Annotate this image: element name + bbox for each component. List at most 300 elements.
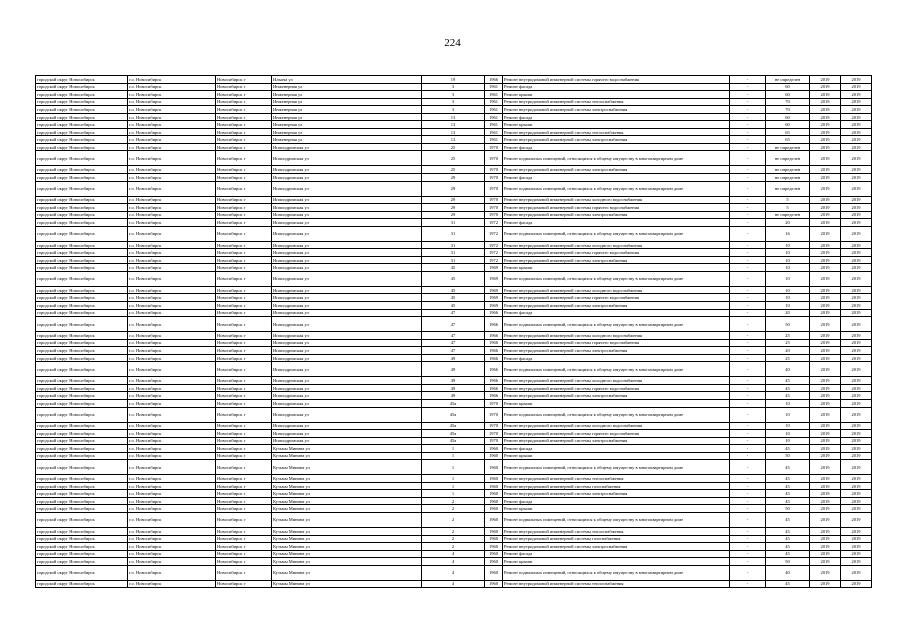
cell-year-built: 1960 [485, 482, 503, 490]
cell-work-type: Ремонт внутридомовой инженерной системы горячего водоснабжения [503, 76, 730, 84]
cell-house-number: 31 [422, 226, 485, 241]
cell-year-built: 1969 [485, 271, 503, 286]
cell-settlement: г.о. Новосибирск [128, 543, 216, 551]
cell-plan-year-end: 2019 [841, 384, 872, 392]
cell-year-built: 1970 [485, 204, 503, 212]
cell-house-number: 29 [422, 211, 485, 219]
cell-cost: 45 [766, 550, 810, 558]
cell-dash: - [730, 219, 766, 227]
cell-plan-year-end: 2019 [841, 339, 872, 347]
cell-house-number: 29 [422, 174, 485, 182]
cell-cost: 60 [766, 91, 810, 99]
cell-plan-year-start: 2019 [810, 332, 841, 340]
cell-cost: 45 [766, 384, 810, 392]
cell-municipality: городской округ Новосибирск [36, 339, 128, 347]
table-row [36, 512, 872, 527]
cell-plan-year-start: 2019 [810, 490, 841, 498]
cell-municipality: городской округ Новосибирск [36, 98, 128, 106]
cell-plan-year-start: 2019 [810, 497, 841, 505]
cell-year-built: 1970 [485, 407, 503, 422]
cell-dash: - [730, 196, 766, 204]
cell-plan-year-start: 2019 [810, 543, 841, 551]
cell-dash: - [730, 136, 766, 144]
cell-cost: 45 [766, 377, 810, 385]
cell-plan-year-start: 2019 [810, 354, 841, 362]
cell-plan-year-start: 2019 [810, 294, 841, 302]
cell-plan-year-start: 2019 [810, 98, 841, 106]
cell-dash: - [730, 181, 766, 196]
cell-street: Иппподромская ул [272, 143, 422, 151]
table-row [36, 437, 872, 445]
cell-cost: 10 [766, 241, 810, 249]
cell-cost: 45 [766, 497, 810, 505]
cell-plan-year-start: 2019 [810, 317, 841, 332]
cell-work-type: Ремонт внутридомовой инженерной системы газоснабжения [503, 482, 730, 490]
cell-plan-year-start: 2019 [810, 249, 841, 257]
cell-year-built: 1960 [485, 490, 503, 498]
cell-locality: Новосибирск г [216, 362, 272, 377]
cell-street: Иппподромская ул [272, 354, 422, 362]
cell-settlement: г.о. Новосибирск [128, 166, 216, 174]
table-row [36, 550, 872, 558]
table-row [36, 143, 872, 151]
cell-year-built: 1970 [485, 181, 503, 196]
cell-plan-year-start: 2019 [810, 113, 841, 121]
cell-plan-year-start: 2019 [810, 460, 841, 475]
cell-year-built: 1961 [485, 83, 503, 91]
cell-plan-year-start: 2019 [810, 580, 841, 588]
cell-house-number: 3 [422, 83, 485, 91]
cell-dash: - [730, 437, 766, 445]
cell-house-number: 29 [422, 196, 485, 204]
cell-plan-year-start: 2019 [810, 422, 841, 430]
cell-settlement: г.о. Новосибирск [128, 83, 216, 91]
table-row [36, 76, 872, 84]
cell-street: Инженерная ул [272, 83, 422, 91]
cell-municipality: городской округ Новосибирск [36, 241, 128, 249]
cell-dash: - [730, 452, 766, 460]
cell-plan-year-start: 2019 [810, 286, 841, 294]
cell-cost: 10 [766, 407, 810, 422]
cell-plan-year-start: 2019 [810, 430, 841, 438]
cell-locality: Новосибирск г [216, 535, 272, 543]
cell-dash: - [730, 113, 766, 121]
cell-year-built: 1970 [485, 166, 503, 174]
cell-plan-year-start: 2019 [810, 302, 841, 310]
cell-dash: - [730, 83, 766, 91]
cell-plan-year-end: 2019 [841, 527, 872, 535]
table-row [36, 302, 872, 310]
table-row [36, 558, 872, 566]
cell-plan-year-start: 2019 [810, 505, 841, 513]
cell-locality: Новосибирск г [216, 91, 272, 99]
cell-dash: - [730, 422, 766, 430]
cell-locality: Новосибирск г [216, 384, 272, 392]
cell-street: Иппподромская ул [272, 407, 422, 422]
cell-municipality: городской округ Новосибирск [36, 271, 128, 286]
cell-settlement: г.о. Новосибирск [128, 143, 216, 151]
cell-work-type: Ремонт крыши [503, 121, 730, 129]
cell-plan-year-start: 2019 [810, 136, 841, 144]
cell-work-type: Ремонт внутридомовой инженерной системы электроснабжения [503, 106, 730, 114]
cell-dash: - [730, 497, 766, 505]
cell-work-type: Ремонт крыши [503, 452, 730, 460]
cell-street: Иппподромская ул [272, 241, 422, 249]
table-row [36, 256, 872, 264]
cell-dash: - [730, 249, 766, 257]
cell-year-built: 1970 [485, 437, 503, 445]
cell-plan-year-start: 2019 [810, 226, 841, 241]
cell-work-type: Ремонт подвальных помещений, относящихся к общему имуществу в многоквартирном доме [503, 565, 730, 580]
cell-cost: 60 [766, 113, 810, 121]
cell-plan-year-start: 2019 [810, 91, 841, 99]
cell-locality: Новосибирск г [216, 422, 272, 430]
cell-year-built: 1960 [485, 580, 503, 588]
cell-dash: - [730, 91, 766, 99]
cell-plan-year-end: 2019 [841, 226, 872, 241]
cell-street: Иппподромская ул [272, 196, 422, 204]
cell-year-built: 1970 [485, 174, 503, 182]
cell-settlement: г.о. Новосибирск [128, 482, 216, 490]
cell-dash: - [730, 339, 766, 347]
cell-year-built: 1966 [485, 347, 503, 355]
cell-year-built: 1966 [485, 384, 503, 392]
table-row [36, 241, 872, 249]
cell-municipality: городской округ Новосибирск [36, 565, 128, 580]
cell-settlement: г.о. Новосибирск [128, 249, 216, 257]
table-row [36, 309, 872, 317]
cell-municipality: городской округ Новосибирск [36, 543, 128, 551]
cell-work-type: Ремонт фасада [503, 309, 730, 317]
cell-house-number: 31 [422, 241, 485, 249]
cell-house-number: 2 [422, 535, 485, 543]
cell-street: Иппподромская ул [272, 204, 422, 212]
cell-municipality: городской округ Новосибирск [36, 219, 128, 227]
cell-street: Иппподромская ул [272, 249, 422, 257]
cell-locality: Новосибирск г [216, 347, 272, 355]
cell-municipality: городской округ Новосибирск [36, 211, 128, 219]
cell-locality: Новосибирск г [216, 264, 272, 272]
cell-street: Кузьмы Минина ул [272, 558, 422, 566]
cell-year-built: 1970 [485, 211, 503, 219]
cell-municipality: городской округ Новосибирск [36, 580, 128, 588]
cell-locality: Новосибирск г [216, 407, 272, 422]
cell-settlement: г.о. Новосибирск [128, 399, 216, 407]
cell-house-number: 45 [422, 264, 485, 272]
cell-work-type: Ремонт крыши [503, 505, 730, 513]
cell-street: Кузьмы Минина ул [272, 497, 422, 505]
cell-municipality: городской округ Новосибирск [36, 136, 128, 144]
cell-dash: - [730, 121, 766, 129]
table-row [36, 166, 872, 174]
cell-locality: Новосибирск г [216, 505, 272, 513]
cell-locality: Новосибирск г [216, 143, 272, 151]
cell-settlement: г.о. Новосибирск [128, 256, 216, 264]
cell-year-built: 1961 [485, 106, 503, 114]
cell-work-type: Ремонт подвальных помещений, относящихся к общему имуществу в многоквартирном доме [503, 512, 730, 527]
cell-dash: - [730, 211, 766, 219]
cell-work-type: Ремонт внутридомовой инженерной системы теплоснабжения [503, 527, 730, 535]
cell-municipality: городской округ Новосибирск [36, 384, 128, 392]
cell-year-built: 1960 [485, 543, 503, 551]
cell-dash: - [730, 430, 766, 438]
cell-plan-year-start: 2019 [810, 362, 841, 377]
table-row [36, 271, 872, 286]
cell-dash: - [730, 384, 766, 392]
table-row [36, 264, 872, 272]
cell-house-number: 47 [422, 347, 485, 355]
cell-cost: 10 [766, 430, 810, 438]
table-row [36, 174, 872, 182]
cell-plan-year-end: 2019 [841, 437, 872, 445]
cell-plan-year-end: 2019 [841, 392, 872, 400]
cell-house-number: 4 [422, 565, 485, 580]
cell-house-number: 2 [422, 543, 485, 551]
cell-plan-year-start: 2019 [810, 452, 841, 460]
cell-plan-year-end: 2019 [841, 460, 872, 475]
table-row [36, 407, 872, 422]
cell-work-type: Ремонт подвальных помещений, относящихся к общему имуществу в многоквартирном доме [503, 460, 730, 475]
cell-street: Кузьмы Минина ул [272, 460, 422, 475]
cell-settlement: г.о. Новосибирск [128, 241, 216, 249]
cell-plan-year-end: 2019 [841, 249, 872, 257]
cell-settlement: г.о. Новосибирск [128, 136, 216, 144]
cell-settlement: г.о. Новосибирск [128, 445, 216, 453]
cell-cost: 10 [766, 399, 810, 407]
cell-street: Кузьмы Минина ул [272, 580, 422, 588]
cell-year-built: 1972 [485, 241, 503, 249]
cell-plan-year-start: 2019 [810, 143, 841, 151]
cell-house-number: 13 [422, 113, 485, 121]
cell-municipality: городской округ Новосибирск [36, 302, 128, 310]
cell-settlement: г.о. Новосибирск [128, 512, 216, 527]
cell-year-built: 1960 [485, 558, 503, 566]
cell-plan-year-end: 2019 [841, 271, 872, 286]
cell-settlement: г.о. Новосибирск [128, 339, 216, 347]
cell-house-number: 47 [422, 317, 485, 332]
cell-house-number: 47 [422, 309, 485, 317]
cell-street: Иппподромская ул [272, 437, 422, 445]
cell-municipality: городской округ Новосибирск [36, 347, 128, 355]
table-row [36, 91, 872, 99]
cell-plan-year-end: 2019 [841, 83, 872, 91]
table-row [36, 422, 872, 430]
cell-street: Иппподромская ул [272, 309, 422, 317]
cell-year-built: 1966 [485, 332, 503, 340]
cell-plan-year-end: 2019 [841, 143, 872, 151]
cell-cost: 50 [766, 558, 810, 566]
cell-municipality: городской округ Новосибирск [36, 256, 128, 264]
cell-locality: Новосибирск г [216, 136, 272, 144]
cell-settlement: г.о. Новосибирск [128, 128, 216, 136]
cell-street: Кузьмы Минина ул [272, 490, 422, 498]
cell-street: Кузьмы Минина ул [272, 550, 422, 558]
table-row [36, 339, 872, 347]
cell-municipality: городской округ Новосибирск [36, 226, 128, 241]
cell-municipality: городской округ Новосибирск [36, 452, 128, 460]
cell-year-built: 1960 [485, 505, 503, 513]
cell-house-number: 2 [422, 512, 485, 527]
cell-street: Ильича ул [272, 76, 422, 84]
cell-house-number: 45 [422, 271, 485, 286]
table-row [36, 354, 872, 362]
cell-year-built: 1966 [485, 377, 503, 385]
cell-house-number: 3 [422, 106, 485, 114]
cell-plan-year-start: 2019 [810, 347, 841, 355]
cell-dash: - [730, 98, 766, 106]
cell-cost: 40 [766, 565, 810, 580]
cell-year-built: 1960 [485, 565, 503, 580]
cell-plan-year-end: 2019 [841, 302, 872, 310]
cell-year-built: 1970 [485, 422, 503, 430]
cell-municipality: городской округ Новосибирск [36, 430, 128, 438]
cell-plan-year-start: 2019 [810, 181, 841, 196]
cell-house-number: 45а [422, 437, 485, 445]
cell-plan-year-end: 2019 [841, 550, 872, 558]
cell-house-number: 4 [422, 580, 485, 588]
cell-locality: Новосибирск г [216, 98, 272, 106]
cell-plan-year-end: 2019 [841, 482, 872, 490]
cell-settlement: г.о. Новосибирск [128, 76, 216, 84]
cell-street: Иппподромская ул [272, 256, 422, 264]
cell-plan-year-end: 2019 [841, 106, 872, 114]
cell-street: Иппподромская ул [272, 211, 422, 219]
cell-work-type: Ремонт внутридомовой инженерной системы холодного водоснабжения [503, 377, 730, 385]
cell-dash: - [730, 362, 766, 377]
page-number: 224 [444, 37, 461, 49]
cell-house-number: 45 [422, 286, 485, 294]
cell-municipality: городской округ Новосибирск [36, 121, 128, 129]
cell-year-built: 1960 [485, 445, 503, 453]
cell-plan-year-start: 2019 [810, 399, 841, 407]
cell-locality: Новосибирск г [216, 286, 272, 294]
cell-plan-year-end: 2019 [841, 347, 872, 355]
cell-work-type: Ремонт внутридомовой инженерной системы теплоснабжения [503, 580, 730, 588]
cell-street: Иппподромская ул [272, 286, 422, 294]
cell-house-number: 3 [422, 98, 485, 106]
cell-house-number: 49 [422, 384, 485, 392]
cell-settlement: г.о. Новосибирск [128, 362, 216, 377]
cell-plan-year-end: 2019 [841, 286, 872, 294]
cell-street: Кузьмы Минина ул [272, 482, 422, 490]
cell-plan-year-start: 2019 [810, 264, 841, 272]
cell-plan-year-end: 2019 [841, 204, 872, 212]
cell-dash: - [730, 128, 766, 136]
cell-street: Иппподромская ул [272, 294, 422, 302]
table-row [36, 294, 872, 302]
cell-year-built: 1960 [485, 460, 503, 475]
cell-dash: - [730, 558, 766, 566]
cell-locality: Новосибирск г [216, 76, 272, 84]
cell-year-built: 1960 [485, 535, 503, 543]
repair-schedule-table-wrapper [35, 75, 871, 588]
cell-work-type: Ремонт подвальных помещений, относящихся к общему имуществу в многоквартирном доме [503, 271, 730, 286]
cell-cost: 45 [766, 580, 810, 588]
cell-work-type: Ремонт внутридомовой инженерной системы электроснабжения [503, 302, 730, 310]
cell-year-built: 1972 [485, 219, 503, 227]
cell-cost: 10 [766, 422, 810, 430]
cell-locality: Новосибирск г [216, 166, 272, 174]
cell-locality: Новосибирск г [216, 106, 272, 114]
cell-plan-year-end: 2019 [841, 151, 872, 166]
cell-work-type: Ремонт подвальных помещений, относящихся к общему имуществу в многоквартирном доме [503, 226, 730, 241]
cell-plan-year-start: 2019 [810, 151, 841, 166]
cell-plan-year-start: 2019 [810, 437, 841, 445]
cell-work-type: Ремонт внутридомовой инженерной системы горячего водоснабжения [503, 430, 730, 438]
cell-plan-year-end: 2019 [841, 490, 872, 498]
cell-year-built: 1970 [485, 143, 503, 151]
cell-settlement: г.о. Новосибирск [128, 527, 216, 535]
cell-work-type: Ремонт внутридомовой инженерной системы холодного водоснабжения [503, 241, 730, 249]
table-row [36, 181, 872, 196]
cell-year-built: 1960 [485, 550, 503, 558]
cell-plan-year-end: 2019 [841, 241, 872, 249]
cell-work-type: Ремонт фасада [503, 143, 730, 151]
cell-house-number: 25 [422, 143, 485, 151]
cell-year-built: 1961 [485, 128, 503, 136]
cell-street: Иппподромская ул [272, 399, 422, 407]
cell-settlement: г.о. Новосибирск [128, 384, 216, 392]
cell-street: Иппподромская ул [272, 226, 422, 241]
cell-street: Кузьмы Минина ул [272, 512, 422, 527]
cell-settlement: г.о. Новосибирск [128, 377, 216, 385]
cell-plan-year-end: 2019 [841, 565, 872, 580]
cell-settlement: г.о. Новосибирск [128, 580, 216, 588]
table-row [36, 565, 872, 580]
cell-municipality: городской округ Новосибирск [36, 558, 128, 566]
cell-dash: - [730, 294, 766, 302]
cell-municipality: городской округ Новосибирск [36, 497, 128, 505]
cell-cost: 45 [766, 460, 810, 475]
cell-locality: Новосибирск г [216, 332, 272, 340]
repair-schedule-table [35, 75, 872, 588]
cell-municipality: городской округ Новосибирск [36, 91, 128, 99]
cell-cost: 65 [766, 128, 810, 136]
cell-work-type: Ремонт внутридомовой инженерной системы газоснабжения [503, 535, 730, 543]
cell-plan-year-start: 2019 [810, 174, 841, 182]
cell-dash: - [730, 512, 766, 527]
cell-plan-year-end: 2019 [841, 113, 872, 121]
cell-cost: 25 [766, 332, 810, 340]
cell-year-built: 1969 [485, 264, 503, 272]
cell-municipality: городской округ Новосибирск [36, 475, 128, 483]
cell-settlement: г.о. Новосибирск [128, 535, 216, 543]
table-row [36, 136, 872, 144]
cell-plan-year-end: 2019 [841, 535, 872, 543]
table-row [36, 347, 872, 355]
cell-municipality: городской округ Новосибирск [36, 128, 128, 136]
cell-work-type: Ремонт внутридомовой инженерной системы горячего водоснабжения [503, 249, 730, 257]
table-row [36, 505, 872, 513]
cell-locality: Новосибирск г [216, 249, 272, 257]
table-row [36, 445, 872, 453]
cell-house-number: 45а [422, 407, 485, 422]
cell-work-type: Ремонт фасада [503, 445, 730, 453]
cell-street: Инженерная ул [272, 128, 422, 136]
cell-settlement: г.о. Новосибирск [128, 302, 216, 310]
cell-settlement: г.о. Новосибирск [128, 286, 216, 294]
cell-year-built: 1972 [485, 249, 503, 257]
cell-dash: - [730, 490, 766, 498]
cell-municipality: городской округ Новосибирск [36, 362, 128, 377]
cell-settlement: г.о. Новосибирск [128, 271, 216, 286]
cell-dash: - [730, 550, 766, 558]
cell-locality: Новосибирск г [216, 151, 272, 166]
cell-plan-year-start: 2019 [810, 339, 841, 347]
cell-plan-year-end: 2019 [841, 136, 872, 144]
cell-work-type: Ремонт фасада [503, 550, 730, 558]
cell-locality: Новосибирск г [216, 475, 272, 483]
